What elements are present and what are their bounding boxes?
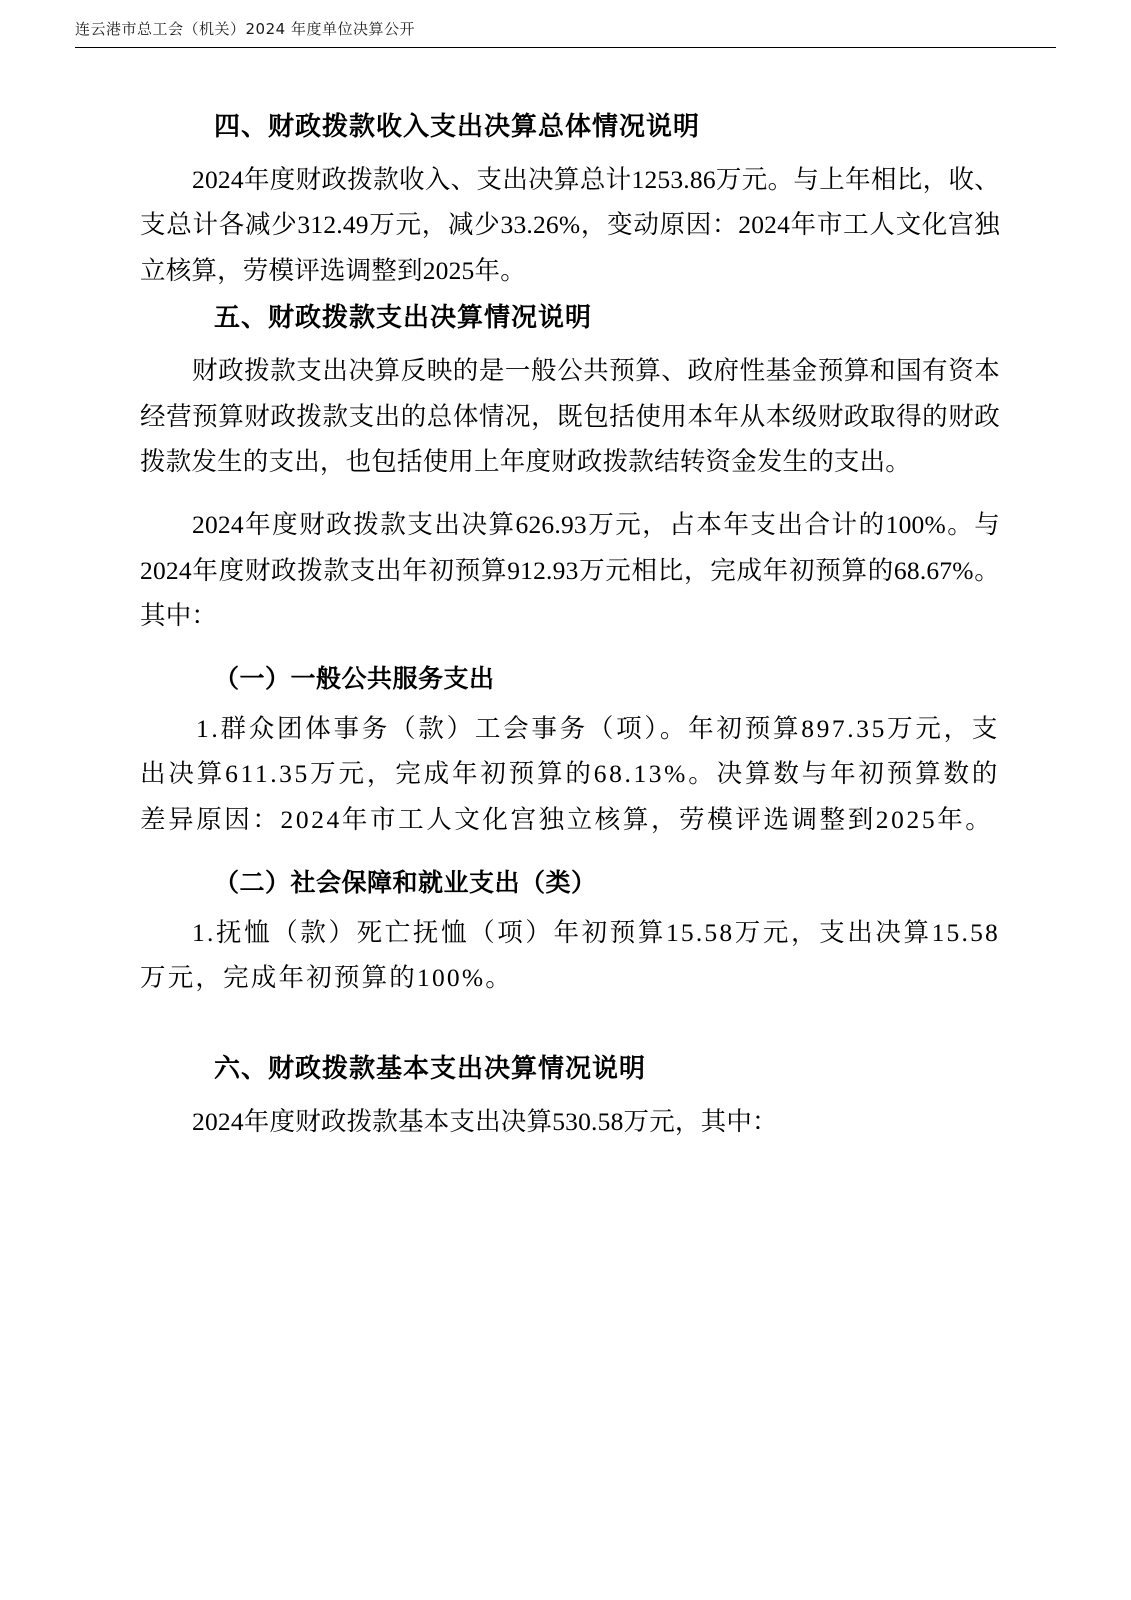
document-body [140, 108, 1000, 1151]
section-5-paragraph-2: 2024年度财政拨款支出决算626.93万元，占本年支出合计的100%。与2024年度财政拨款支出年初预算912.93万元相比，完成年初预算的68.67%。其中： [140, 510, 1000, 630]
section-5-paragraph-1: 财政拨款支出决算反映的是一般公共预算、政府性基金预算和国有资本经营预算财政拨款支出的总体情况，既包括使用本年从本级财政取得的财政拨款发生的支出，也包括使用上年度财政拨款结转资金发生的支出。 [140, 356, 1000, 476]
section-heading-6: 六、财政拨款基本支出决算情况说明 [214, 1054, 647, 1085]
section-heading-4: 四、财政拨款收入支出决算总体情况说明 [214, 112, 701, 142]
section-4-paragraph-1: 2024年度财政拨款收入、支出决算总计1253.86万元。与上年相比，收、支总计各减少312.49万元，减少33.26%，变动原因：2024年市工人文化宫独立核算，劳模评选调整到2025年。 [140, 165, 1000, 285]
page-header [75, 18, 1056, 48]
subsection-heading-2: （二）社会保障和就业支出（类） [214, 868, 597, 897]
subsection-2-paragraph-1: 1.抚恤（款）死亡抚恤（项）年初预算15.58万元，支出决算15.58万元，完成年初预算的100%。 [140, 917, 1000, 992]
section-6-paragraph-1: 2024年度财政拨款基本支出决算530.58万元，其中： [192, 1107, 778, 1137]
subsection-1-paragraph-1: 1.群众团体事务（款）工会事务（项）。年初预算897.35万元，支出决算611.35万元，完成年初预算的68.13%。决算数与年初预算数的差异原因：2024年市工人文化宫独立核算，劳模评选调整到2025年。 [140, 713, 1000, 834]
section-heading-5: 五、财政拨款支出决算情况说明 [214, 303, 593, 334]
header-title: 连云港市总工会（机关）2024 年度单位决算公开 [75, 20, 415, 38]
subsection-heading-1: （一）一般公共服务支出 [214, 664, 495, 694]
